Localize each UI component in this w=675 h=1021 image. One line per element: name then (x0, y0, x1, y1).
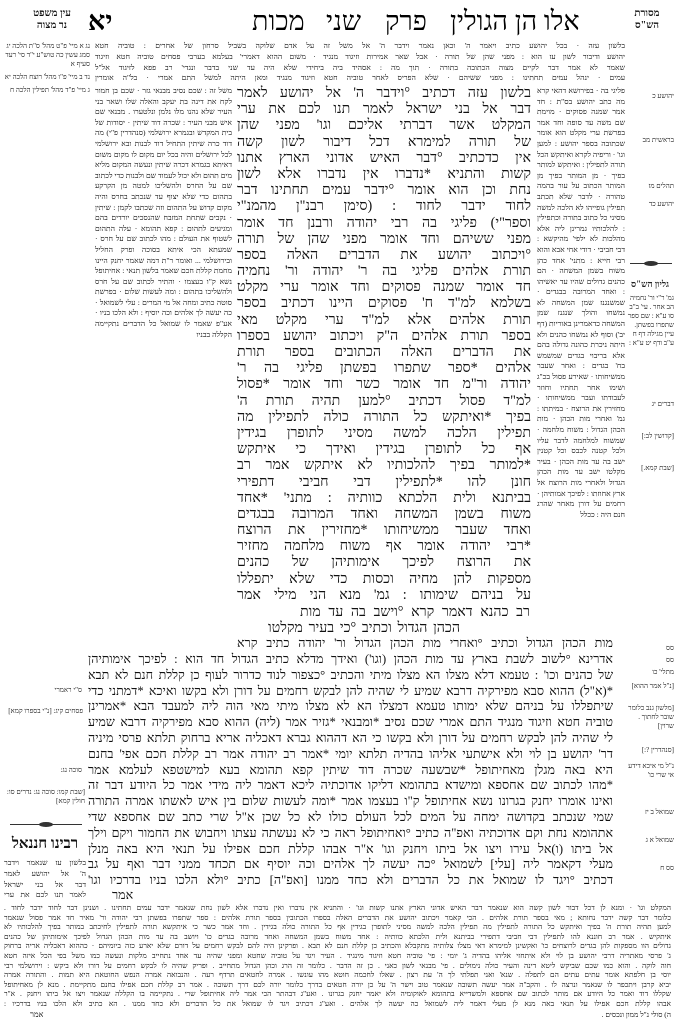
gemara-line: נחת וכן הוא אומר °ידבר עמים תחתינו דבר (237, 182, 531, 199)
gemara-line: דבר אל בני ישראל לאמר תנו לכם את ערי (237, 101, 531, 118)
rabbeinu-chananel-title: רבינו חננאל (11, 836, 79, 852)
gemara-line: תורת אלהים פליגי בה ר' יהודה ור' נחמיה (237, 263, 531, 280)
commentary-line: יהושע ודיבור לשון עז הוא : מפני שהן של תורה · אבל שאר אמירות וזיגוד מנגיד · משום ההוא דאמרי' בעלמא בערבי פסחים טוביה חטא וזיגוד (95, 51, 625, 61)
gemara-line: אל ביתו (ו)אל עירו ויצו אל ביתו ויחנק וגו' א"ר אבהו קללת חכם אפילו על תנאי היא באה מנלן (88, 841, 613, 856)
masoret-note: סס (666, 656, 674, 664)
gemara-line: את הרוצח לפיכך אימותיהן של כהנים (237, 554, 531, 571)
gemara-line: אף כל לתופרן בגידין ואידך כי איתקש (237, 441, 531, 458)
bottom-commentary-line: חוה לוקה . והוא כמו שכם שביקש ליטא דינה והעיר כולה נימולים . פי' מבנאי לשון כאני . כן זה הדבר . כלומר זה הרג וכהן הגדול מתחייב . ופריק שהיה לו לבקש רחמים על דורו ולא ביקש : וירושלמי רבי (4, 960, 671, 970)
masoret-label: מסורת (634, 8, 660, 19)
masoret-note: מתלי' כו (652, 668, 674, 676)
gemara-line: יהודה ור"מ חד אומר כשר וחד אומר *פסול (237, 376, 531, 393)
gemara-line: דכתיב °ויגד לו שמואל את כל הדברים ולא כחד ממנו [ואפ"ה] כתיב °ולא הלכו בניו בדרכיו וגו' (88, 873, 613, 888)
gemara-line: ואינו אומרו יחנק בגרונו נשא אחיתופל ק"ו בעצמו אמר *ומה לעשות שלום בין איש לאשתו אמרה התורה (88, 794, 613, 809)
ner-mitzva-label: נר מצוה (36, 20, 68, 31)
bottom-catchword: אמר (30, 1010, 44, 1019)
masoret-notes (626, 0, 674, 900)
tosafot-commentary: משל זה : שכם נסיב מבנאי גזר · שכם בן חמור לקח את דינה בת יעקב והאלה שלו ושאר בני העיר שלא נהנו מלו נלמן ונלטערו . מבנאי שם איש מבני העיר : שכרה דוד שיתין · יסודות של בית המקדש ובגמרא ירושלמי (סנהדרין פ"י) מה דוד כרה שיתין התחיל דוד לבנות ובא ירושלמי לכל ירושלים והיה בכל יום מקום לו מקום משום דאיתא בגמרא דכרה שיתין ונעשה המקום מליא מים תהום ולא יכול לעמוד שם ולבנות כדי לכתוב שם על החרס ולהשליכו למטה מן הקרקע בתהום כדי שלא יצוף עד שנכתב בחרס והיה מקום קדוש על התהום וזה שכתבו לקמן : שיתין · נקבים שתחת המזבח שהנסכים יורדים בהם ומגיעים לתהום : קפא תהומא · עלה התהום לשטוף את העולם : מהו לכתוב שם על חרס · שמעתא הכי איתא בסוכה ופרק החליל ובירושלמי ... ואומר ר"ת דמה שאמר יחנק היינו מחמת קללת חכם שאמר בלשון תנאי : אחיתופל נשא ק"ו בעצמו · והתיר לכתוב שם על חרס ולהשליכו בתהום : ומה לעשות שלום · בפרשת סוטה כתיב ומחה אל מי המרים : עלי לשמואל · כה יעשה לך אלהים וכה יוסיף : ולא הלכו בניו · אע"פ שאמר לו שמואל כל הדברים נתקיימה הקללה בבניו (95, 86, 232, 339)
chananel-line: ה' אל יהושע לאמר (4, 868, 86, 878)
gemara-line: *למותר בפיך להלכותיו לא איתקש אמר רב (237, 457, 531, 474)
gilyon-text: גמ' ר"י ור' נחמיה הב אחר . עי' ב"ב סו ע"א : שם ספר שתפרו בפשתן. עיין מגילה דף ח ע"ב ודף יט ע"א : (627, 294, 674, 347)
bottom-footnote: ה) סולי נ"ל ממון ונכסים . (601, 1010, 671, 1019)
chananel-line: בלשון עז שנאמר וידבר (4, 858, 86, 867)
gemara-line: מפני ששיהם וחד אומר מפני שהן של תורה (237, 230, 531, 247)
gemara-line: היא באה מגלן מאחיתופל *שבשעה שכרה דוד שיתין קפא תהומא בעא למישטפא לעלמא אמר (88, 762, 613, 777)
chapter-name: אלו הן הגולין (450, 6, 580, 36)
chananel-line: לאמר תנו לכם את ערי (4, 890, 86, 900)
masoret-note: סס (666, 644, 674, 652)
ein-mishpat-title (22, 8, 82, 32)
gilyon-title: גליון הש"ס (630, 279, 670, 289)
gemara-line: מעלי דקאמר ליה [עלי] לשמואל °כה יעשה לך אלהים וכה יוסיף אם תכחד ממני דבר ואף על גב (88, 857, 613, 872)
gemara-line: אין כדכתיב °דבר האיש אדוני הארץ אתנו (237, 149, 531, 166)
gemara-line: לחוד ידבר לחוד : (סימן רבנ"ן מהמנ"י (237, 198, 531, 215)
ein-mishpat-label: עין משפט (33, 8, 71, 19)
commentary-line: בלשון עזה · בכל יהושע כתיב ויאמר ה' וכאן נאמר וידבר ה' אל משל זה על אדם שלוקה בשביל סרחון של אחרים : טוביה חטא (95, 41, 625, 50)
gemara-main-column (237, 85, 531, 603)
gemara-line: שיתפללו על בניהם שלא ימותו טעמא דמצלו הא לא מצלו מיתי מאי הוה ליה למעבד הבא *אמרינן (88, 699, 613, 714)
ein-mishpat-notes (2, 42, 90, 95)
gemara-line: שמי שנכתב בקדושה ימחה על המים לכל העולם כולו לא כל שכן א"ל שרי כתב שם אחספא שדי (88, 809, 613, 824)
masoret-note: נ"ל מי איכא דידע אי שרי כו' (628, 762, 674, 779)
masoret-note: [שבת קמא.] (641, 464, 674, 472)
gemara-line: של כהנים וכו' : טעמא דלא מצלו הא מצלו מיתי והכתיב °כצפור לנוד כדרור לעוף כן קללת חנם לא תבא (88, 667, 613, 682)
gemara-line: תפילין הלכה למשה מסיני לתופרן בגידין (237, 424, 531, 441)
gemara-line: מספקות להן מחיה וכסות כדי שלא יתפללו (237, 570, 531, 587)
gemara-line: *מהו לכתוב שם אחספא ומישדא בתהומא דליקו אדוכתיה ליכא דאמר ליה מידי אמר כל היודע דבר זה (88, 778, 613, 793)
gemara-line: משוח בשמן המשחה ואחד המרובה בבגדים (237, 505, 531, 522)
bottom-commentary-line: כלומר דבר קשה ידבר נחותא ; מאי בספר תורת אלהים . הכי קאמר ויכתוב יהושע את הדברים האלה בספרו הכתובין בספר תורת אלהים : ספר שתפרו בפשתן רבי יהודה ור' מאיר חד אמר פסול שנאמר (4, 912, 671, 922)
masoret-note: תהלים מז (648, 182, 674, 190)
gemara-line: טוביה חטא וזיגוד מנגיד התם אמרי שכם נסיב *ומבנאי *גזיר אמר (ליה) ההוא סבא מפירקיה דרבא שמיע (88, 715, 613, 730)
gemara-line: למ"ד פסול דכתיב °למען תהיה תורת ה' (237, 392, 531, 409)
gemara-line: אתהומא נחת וקם אדוכתיה ואפ"ה כתיב °ואחיתופל ראה כי לא נעשתה עצתו ויחבוש את החמור ויקם וילך (88, 825, 613, 840)
hashas-label: הש"ס (634, 20, 660, 31)
gemara-line: קשות והתניא *נדברו אין נדברו אלא לשון (237, 165, 531, 182)
gemara-line: תורת אלהים אלא למ"ד ערי מקלט מאי (237, 311, 531, 328)
masoret-note: [נ"ל אמר ההוא] (631, 682, 674, 690)
bottom-commentary-line: גדולים הוו מספקות להן בגדים לרוצחים כו' ואקשינן למימרא דאי מצלו צלותיה מתקבלא והכתיב כן קללת חנם לא תבא . ופרקינן היה להם לבקש רחמים על דורם שלא יארע כזה ביומיהם · כההוא דאכליה אריה ברחוק (4, 941, 671, 951)
bottom-commentary (4, 903, 671, 1009)
gemara-line: דר' יהושע בן לוי ולא אישתעי אליהו בהדיה תלתא יומי *אמר רב יהודה אמר רב קללת חכם אפי' בחנם (88, 746, 613, 761)
folio-number: יא (88, 6, 113, 36)
masoret-note: [מלשון גנב כלומר שובר לחתוך . שרוין] (628, 704, 674, 730)
gemara-line: רב כהנא דאמר קרא °וישב בה עד מות (300, 604, 530, 620)
gemara-wide-first (237, 636, 613, 652)
commentary-line: עמים · ינהל עמים תחתינו : מפני ששיהם · שלא הפריס לאחר טוביה חטא וזיגוד מנגיד ומאן היתה למשל התם אמרי · בל"ה אומרין (95, 73, 625, 83)
ein-mishpat-note: נד ב מיי' פ"ו מהל' רוצח הלכה יא (4, 73, 90, 81)
masoret-note: סס ח (660, 864, 674, 872)
chananel-line: דבר אל בני ישראל (4, 879, 86, 889)
masoret-note: בראשית מב (642, 136, 674, 144)
bottom-commentary-line: המקלט וגו' · ומנא לן דכל דבור לשון קשה הוא שנאמר דבר האיש אדוני הארץ אתנו קשות וגו' · והתניא אין נדברו ואין נדברו אלא לשון נחת שנאמר ידבר עמים תחתינו . ושנינן דבר לחוד ידבר לחוד . (4, 903, 671, 912)
bottom-commentary-line: למען תהיה תורת ה' בפיך ואיתקש כל התורה לתפילין מה תפילין הלכה למשה מסיני לתופרן בגידין אף כל התורה כולה בגידין . וחד אמר כשר כי איתקשא תורה לתפילין לחיכתב במותר בפיך להלכותיו לא (4, 922, 671, 932)
bottom-commentary-line: יוסי בן חלפתא אומר עתים עתים הם לתפלה . שנא' ואני תפלתי לך ה' עת רצון . שאלו לחכמה חוטא מהו עונשו . אמרה לחטאים תרדף רעה . והנבואה אמרה הנפש החוטאת היא תמות . והתורה אמרה (4, 970, 671, 980)
gemara-line: וספר"י) פליגי בה רבי יהודה ורבנן חד אומר (237, 214, 531, 231)
margin-note: פסחים קיג: [נ"י בספרו קמא] (8, 707, 83, 715)
bottom-commentary-line: איתקיש . אמר רב חוננא להו לתפילין דבי חביבי דתפירי בביתנא ולית הלכתא כוותיה : אחד משוח בשמן המשחה ואחד מרובה בגדים כו' ויושב בה עד מות הכהן הגדול לפיכך אימותיהן של כהנים (4, 931, 671, 941)
rabbeinu-chananel-text (4, 858, 86, 901)
gemara-line: של תורה למימרא דכל דיבור לשון קשה (237, 133, 531, 150)
tractate-name: מכות (252, 6, 305, 36)
gemara-line: בספר תורת אלהים ה"ק ויכתוב יהושע בספרו (237, 327, 531, 344)
masoret-note: שמואל א ג (645, 836, 674, 844)
gemara-line: את הדברים האלה הכתובים בספר תורת (237, 344, 531, 360)
top-commentary (95, 41, 625, 84)
gemara-line: בשלמא למ"ד ח' פסוקים היינו דכתיב בספר (237, 295, 531, 312)
gemara-line: לי שהיה להן לבקש רחמים על דורן ולא בקשו כי הא דההוא גברא דאכליה אריא ברחוק תלתא פרסי מיניה (88, 730, 613, 745)
gemara-line: הכהן הגדול וכתיב °כי בעיר מקלטו (268, 620, 460, 636)
gemara-line: אלהים *ספר שתפרו בפשתן פליגי בה ר' (237, 360, 531, 377)
gemara-line: ואחד שעבר ממשיחותו *מחזירין את הרוצח (237, 522, 531, 539)
ein-mishpat-note: נג א מיי' פ"ט מהל' ס"ת הלכה יג סמג עשין כה טוש"ע י"ד סי' רעד סעיף א (5, 42, 90, 68)
gemara-catchword: אמר (112, 888, 134, 902)
gemara-line: *(א"ל) ההוא סבא מפירקיה דרבא שמיע לי שהיה להן לבקש רחמים על דורן ולא בקשו ואיכא *דמתני כדי (88, 683, 613, 698)
margin-note: ס"י ראמרי (54, 686, 82, 694)
gemara-line: חד אומר שמנה פסוקים וחד אומר ערי מקלט (237, 279, 531, 296)
bottom-commentary-line: שקללו דוד ואמר כל היודע אם מותר לכתוב שם אחספא ולמשדייא בתהומא לאוקומיה ולא יאמר יחנק בגרונו . ואע"ג דבהתר הכי אמר ליה אחיתופל שרי . נתקיימה בו הקללה שנאמר ויצו אל ביתו ויחנק . א"ר (4, 989, 671, 999)
margin-note: [שבת קמו: סוכה נג: נדרים סו: חולין קמא] (6, 788, 85, 805)
gemara-line: על בניהם שימותו : גמ' מנא הני מילי אמר (237, 586, 531, 603)
ein-mishpat-note: ג מיי' פ"ד מהל' תפילין הלכה ח (9, 86, 90, 94)
rashi-commentary: פליגי בה · בפירושא דהאי קרא מה כתב יהושע בס"ת : חד אמר שמנה פסוקים · מוימת שם משה עד סופה וחד אמר בפרשת ערי מקלט הוא אומר שכתובה בספר יהושע : למען וגו' · וריפיה לקרא ואיתקש הכל תורה לתפילין : ואיתקש למותר בפיך · מן המותר בפיך מן המותר הכתוב על עור בהמה טהורה · לדבר שלא תכתב תפילין גופייהו לא הלכה למשה מסיני כל כתוב בתורה וכתפילין : להלכותיו גמרינן ליה אלא מהלכות לא ילפי' מהיקשא : דבי חביבי · דודי אחי אבא והוא רבי חייא : מתני' אחד כהן משוח בשמן המשחה · הם כהנים גדולים שהיו עד יאשיהו : ואחד המרובה בבגדים · שמשנגנז שמן המשחה לא נמשחו והולך שנגנז שמן המשחה כדאמרינן באוריות (דף יב') וסוף לא נמשחו כהנים ולא היתה ניכרת כהונה גדולה בהם אלא בריבוי בגדים שמשמש בח' בגדים : ואחר שעבר ממשיחותו · שאירע פסול בכ"ג ושימו אחר תחתיו וחוזר לעבודתו ועבר ממשיחותו · מחזירין את הרוצח · במיתתו : גמ' ואחרי מות הכהן · מות הכהן הגדול : משוח מלחמה · שמשוח למלחמה לדבר עליו ולכל קטנה לכבס וכל קטנין ישב בה עד מות הכהן · בעיר מקלטו ישב עד מות הכהן הגדול ולאחרי מות הרוצח אל ארץ אחוזתו : לפיכך אמותיהן · רחמים על דורן מאחר שהרג חנם היה : ככלל (537, 86, 625, 519)
masoret-note: [סנהדרין ?:] (641, 746, 674, 754)
gemara-line: *רבי יהודה אומר אף משוח מלחמה מחזיר (237, 538, 531, 555)
masoret-note: [קדושין לב:] (641, 432, 674, 440)
chapter-number: שני (326, 6, 361, 36)
gemara-line: חונן להו *לתפילין דבי חביבי דתפירי (237, 473, 531, 490)
gemara-line: אדרינא °לשוב לשבת בארץ עד מות הכהן (וגו') ואידך מדלא כתיב הגדול חד הוא : לפיכך אימותיהן (88, 652, 613, 666)
masoret-note: דברים יג (651, 400, 674, 408)
bottom-commentary-line: אבהו קללת חכם אפילו על תנאי באה מנא לן מעלי דאמר ליה לשמואל כה יעשה לך אלהים . ואע"ג דכתיב ויגד לו שמואל את כל הדברים ולא כחד ממנו . הא כתיב ולא הלכו בניו בדרכיו : (4, 998, 671, 1008)
gemara-line: בפיך *ואיתקש כל התורה כולה לתפילין מה (237, 408, 531, 425)
ornament-divider (630, 263, 672, 264)
perek-label: פרק (385, 6, 427, 36)
commentary-line: שאמר לא אמר דבר לקיים מצוה הכתובה בתורה · תוך מה : אסהיד ביה ביחידי שלא היה עד שני בדבר ונגדי' רב פפא לזיגוד אל"ל (95, 62, 625, 72)
masoret-note: יהושע כד (648, 200, 674, 208)
gemara-wide-section (88, 652, 613, 889)
masoret-note: שמואל ב יז (644, 808, 674, 816)
ornament-divider (10, 824, 82, 825)
margin-note: סוכה נג: (60, 766, 82, 774)
bottom-commentary-line: יביא קרבן ויתכפר לו שנאמר ונרצה לו . והקב"ה אמר יעשה תשובה שנאמר טוב וישר ה' על כן יורה חטאים בדרך כלומר יורה לכם דרך תשובה . אמר רב קללת חכם אפילו בחנם מתקיימת . מנא לן מאחיתופל (4, 979, 671, 989)
gemara-line: °ויכתוב יהושע את הדברים האלה בספר (237, 246, 531, 263)
gemara-line: בביתנא ולית הלכתא כוותיה : מתני' *אחד (237, 489, 531, 506)
gemara-line: בלשון עזה דכתיב °וידבר ה' אל יהושע לאמר (237, 85, 531, 101)
bottom-commentary-line: ג' פרסי מאתריה דרבי יהושע בן לוי ולא איתחזי אליהו בהדיה ג' יומי : פי' טוביה חטא וזיגוד מינגיד . העיר ויגד על טוביה שחטא ומפני שהיה עד אחד נתחייב מלקות ונעשה כמו משל בפי הכל איזה חטא (4, 950, 671, 960)
gemara-line: המקלט אשר דברתי אליכם וגו' מפני שהן (237, 117, 531, 134)
gemara-line: מות הכהן הגדול וכתיב °ואחרי מות הכהן הגדול ור' יהודה כתיב קרא (237, 636, 613, 650)
masoret-note: יהושע כ (652, 92, 674, 100)
